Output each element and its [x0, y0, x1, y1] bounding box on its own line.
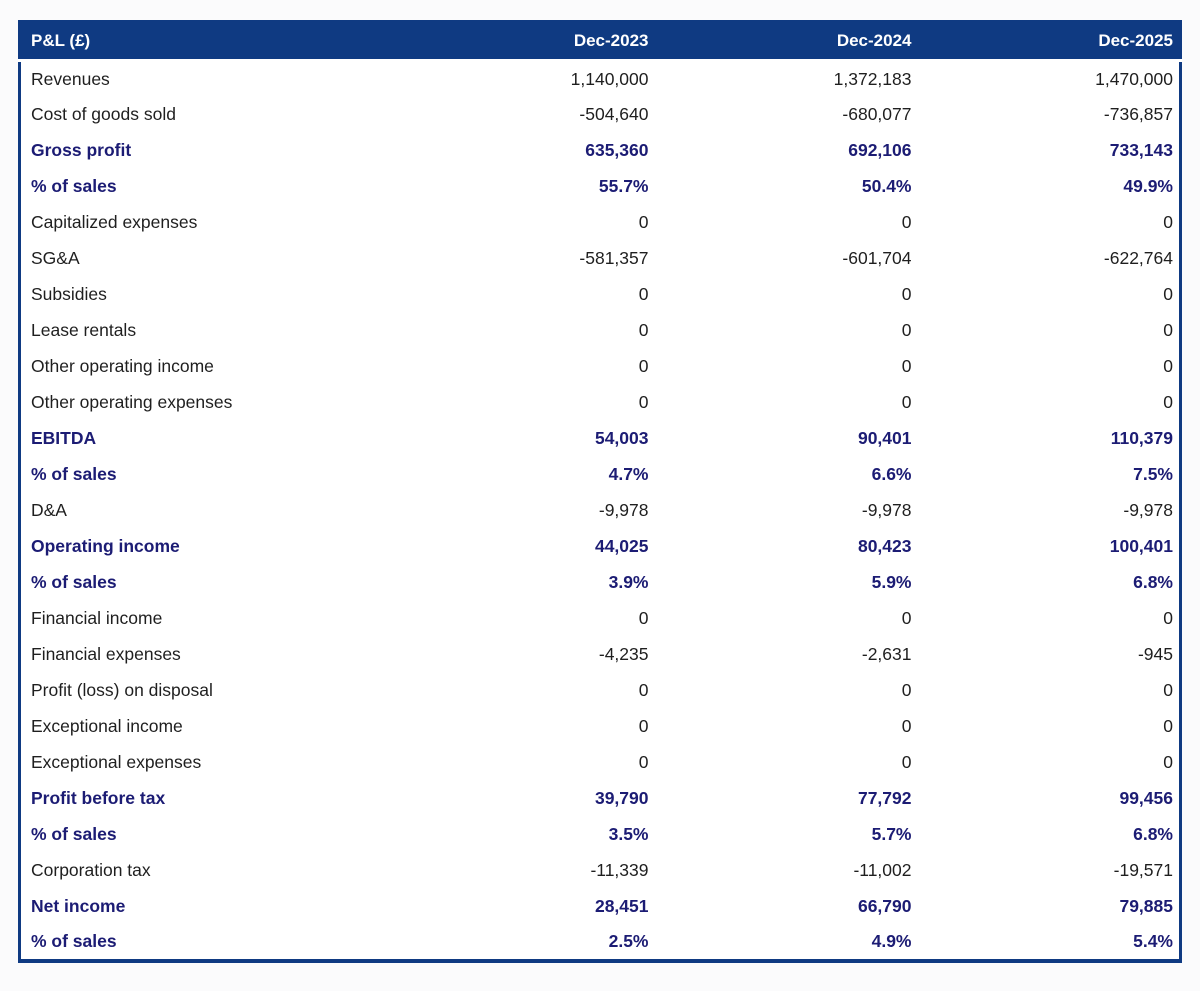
cell-value: -945 — [1137, 644, 1173, 664]
table-row — [20, 205, 1181, 241]
column-header-dec-2024: Dec-2024 — [655, 22, 918, 61]
cell-value: 99,456 — [1119, 788, 1173, 808]
cell-value: 1,470,000 — [1095, 68, 1173, 89]
cell-value: 28,451 — [594, 896, 649, 916]
row-label: Other operating income — [31, 356, 214, 376]
cell-value: 80,423 — [857, 536, 912, 556]
cell-value: 0 — [1163, 284, 1173, 304]
cell-value: -4,235 — [598, 644, 649, 664]
row-label: Profit before tax — [31, 788, 166, 808]
row-label: SG&A — [31, 248, 80, 268]
cell-value: 0 — [638, 392, 649, 412]
cell-value: 0 — [1163, 212, 1173, 232]
pnl-table-body — [20, 61, 1181, 961]
row-label: Revenues — [31, 68, 110, 89]
cell-value: 66,790 — [857, 896, 912, 916]
cell-value: 0 — [901, 284, 912, 304]
cell-value: 2.5% — [608, 931, 649, 951]
cell-value: 0 — [1163, 716, 1173, 736]
row-label: Exceptional income — [31, 716, 183, 736]
cell-value: -2,631 — [861, 644, 912, 664]
table-row — [20, 781, 1181, 817]
cell-value: 0 — [1163, 392, 1173, 412]
cell-value: 39,790 — [594, 788, 649, 808]
table-row — [20, 889, 1181, 925]
row-label: % of sales — [31, 176, 117, 196]
cell-value: 50.4% — [861, 176, 912, 196]
column-header-dec-2025: Dec-2025 — [918, 22, 1181, 61]
cell-value: 49.9% — [1123, 176, 1173, 196]
row-label: Gross profit — [31, 140, 132, 160]
column-header-dec-2023: Dec-2023 — [392, 22, 655, 61]
table-title: P&L (£) — [20, 22, 392, 61]
cell-value: -9,978 — [1123, 500, 1173, 520]
cell-value: 0 — [638, 680, 649, 700]
cell-value: 5.9% — [871, 572, 912, 592]
cell-value: 110,379 — [1110, 428, 1173, 448]
row-label: Profit (loss) on disposal — [31, 680, 213, 700]
cell-value: 0 — [638, 320, 649, 340]
row-label: Cost of goods sold — [31, 104, 176, 124]
cell-value: 0 — [901, 608, 912, 628]
cell-value: 0 — [638, 212, 649, 232]
row-label: Corporation tax — [31, 860, 151, 880]
cell-value: 635,360 — [585, 140, 649, 160]
cell-value: 54,003 — [594, 428, 649, 448]
cell-value: 733,143 — [1109, 140, 1173, 160]
table-row — [20, 97, 1181, 133]
cell-value: -9,978 — [598, 500, 649, 520]
table-row — [20, 61, 1181, 97]
table-row — [20, 853, 1181, 889]
table-row — [20, 637, 1181, 673]
table-row — [20, 385, 1181, 421]
table-row — [20, 421, 1181, 457]
cell-value: 0 — [638, 608, 649, 628]
row-label: EBITDA — [31, 428, 97, 448]
row-label: % of sales — [31, 931, 117, 951]
cell-value: 100,401 — [1109, 536, 1173, 556]
cell-value: 0 — [1163, 752, 1173, 772]
cell-value: 0 — [901, 680, 912, 700]
cell-value: 0 — [901, 356, 912, 376]
cell-value: 5.4% — [1133, 931, 1173, 951]
table-row — [20, 313, 1181, 349]
cell-value: 0 — [901, 212, 912, 232]
cell-value: 90,401 — [857, 428, 912, 448]
row-label: Other operating expenses — [31, 392, 233, 412]
table-row — [20, 457, 1181, 493]
table-row — [20, 565, 1181, 601]
cell-value: -19,571 — [1113, 860, 1173, 880]
cell-value: -504,640 — [579, 104, 649, 124]
cell-value: 1,140,000 — [570, 68, 649, 89]
table-row — [20, 601, 1181, 637]
cell-value: 0 — [1163, 608, 1173, 628]
cell-value: -11,002 — [853, 860, 912, 880]
cell-value: 0 — [1163, 320, 1173, 340]
cell-value: 44,025 — [594, 536, 649, 556]
table-row — [20, 241, 1181, 277]
cell-value: 0 — [1163, 680, 1173, 700]
cell-value: 0 — [638, 356, 649, 376]
row-label: Financial income — [31, 608, 163, 628]
row-label: D&A — [31, 500, 67, 520]
cell-value: 1,372,183 — [833, 68, 912, 89]
table-row — [20, 817, 1181, 853]
cell-value: 79,885 — [1119, 896, 1173, 916]
row-label: Financial expenses — [31, 644, 181, 664]
cell-value: -581,357 — [579, 248, 649, 268]
table-row — [20, 169, 1181, 205]
header-row — [20, 22, 1181, 61]
row-label: Capitalized expenses — [31, 212, 198, 232]
cell-value: 55.7% — [598, 176, 649, 196]
table-row — [20, 529, 1181, 565]
row-label: Net income — [31, 896, 126, 916]
cell-value: -680,077 — [842, 104, 912, 124]
cell-value: 4.9% — [871, 931, 912, 951]
cell-value: 0 — [901, 392, 912, 412]
table-row — [20, 133, 1181, 169]
row-label: % of sales — [31, 464, 117, 484]
table-row — [20, 277, 1181, 313]
cell-value: 0 — [901, 752, 912, 772]
cell-value: -601,704 — [842, 248, 912, 268]
cell-value: 3.5% — [608, 824, 649, 844]
row-label: Subsidies — [31, 284, 107, 304]
row-label: % of sales — [31, 824, 117, 844]
pnl-table — [18, 20, 1182, 963]
cell-value: -736,857 — [1103, 104, 1173, 124]
cell-value: 0 — [638, 716, 649, 736]
table-row — [20, 673, 1181, 709]
cell-value: 0 — [638, 284, 649, 304]
cell-value: 6.8% — [1133, 824, 1173, 844]
row-label: Lease rentals — [31, 320, 137, 340]
cell-value: -622,764 — [1103, 248, 1173, 268]
table-row — [20, 349, 1181, 385]
cell-value: 0 — [638, 752, 649, 772]
row-label: % of sales — [31, 572, 117, 592]
table-row — [20, 745, 1181, 781]
cell-value: -11,339 — [590, 860, 649, 880]
cell-value: 5.7% — [871, 824, 912, 844]
cell-value: 0 — [901, 320, 912, 340]
cell-value: 0 — [901, 716, 912, 736]
table-row — [20, 493, 1181, 529]
cell-value: 7.5% — [1133, 464, 1173, 484]
cell-value: 0 — [1163, 356, 1173, 376]
cell-value: 6.6% — [871, 464, 912, 484]
table-row — [20, 925, 1181, 961]
pnl-table-header — [20, 22, 1181, 61]
cell-value: 3.9% — [608, 572, 649, 592]
cell-value: 692,106 — [848, 140, 912, 160]
table-row — [20, 709, 1181, 745]
cell-value: 77,792 — [857, 788, 912, 808]
cell-value: 6.8% — [1133, 572, 1173, 592]
row-label: Operating income — [31, 536, 180, 556]
cell-value: 4.7% — [608, 464, 649, 484]
row-label: Exceptional expenses — [31, 752, 202, 772]
cell-value: -9,978 — [861, 500, 912, 520]
